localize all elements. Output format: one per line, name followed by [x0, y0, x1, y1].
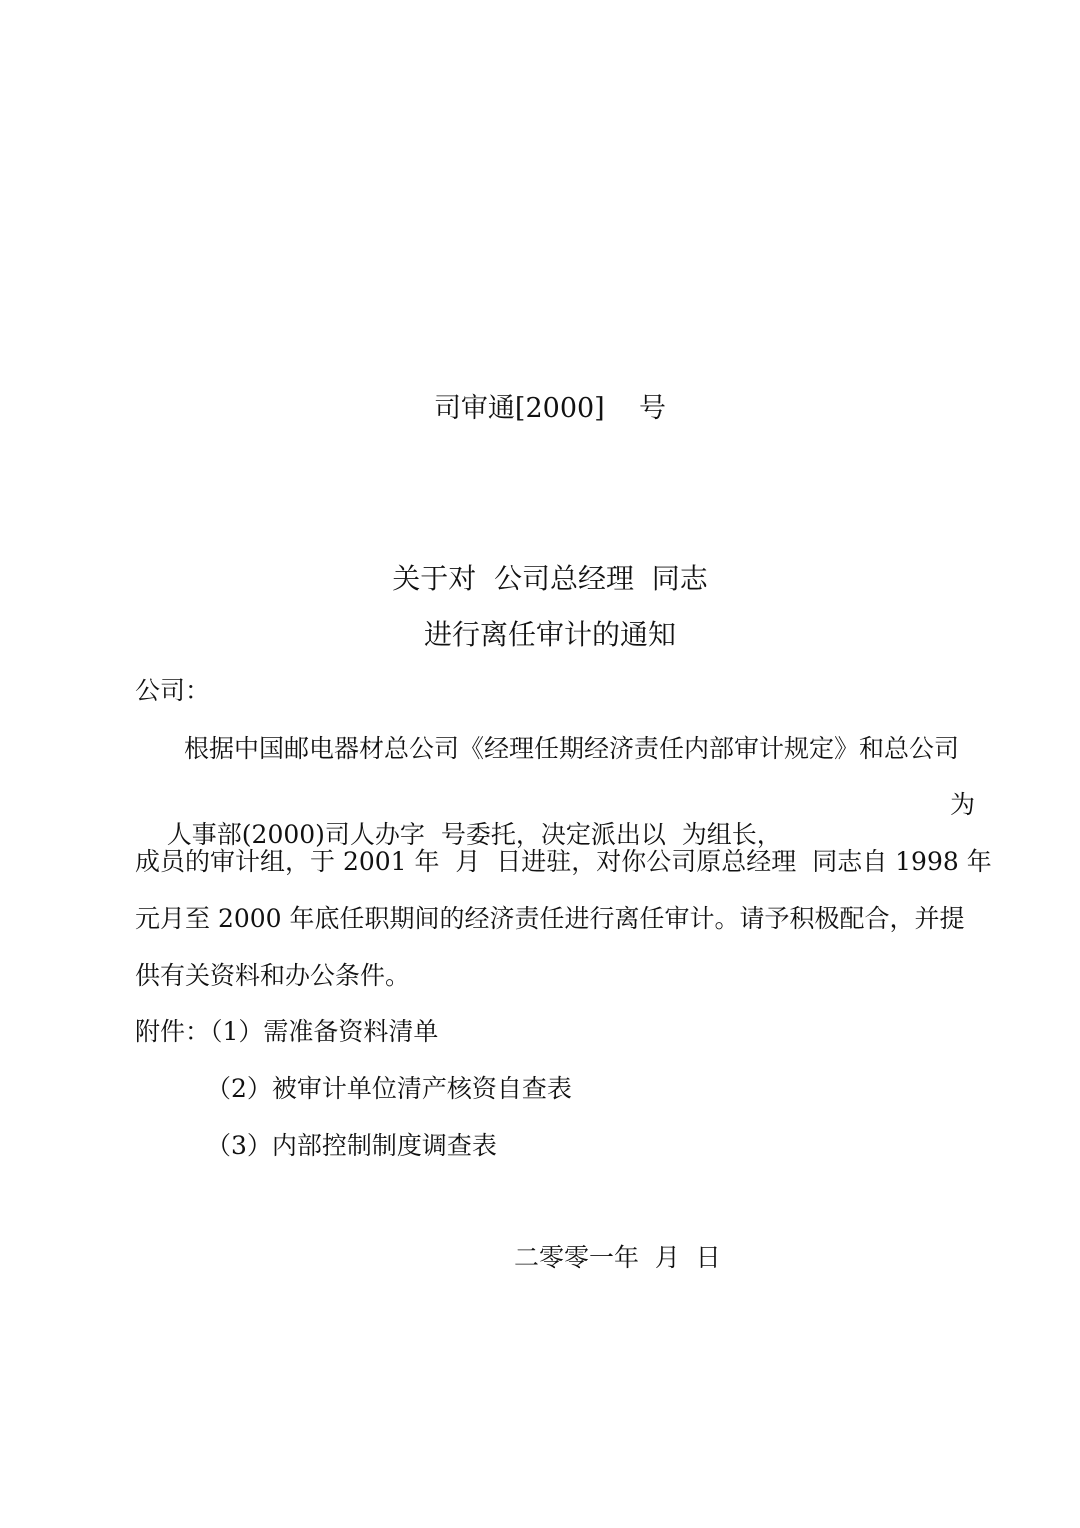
attachment-item-3: （3）内部控制制度调查表	[206, 1131, 497, 1160]
body-line-1: 根据中国邮电器材总公司《经理任期经济责任内部审计规定》和总公司	[184, 734, 960, 763]
attachment-item-2: （2）被审计单位清产核资自查表	[206, 1074, 572, 1103]
body-line-2-text: 人事部(2000)司人办字 号委托，决定派出以 为组长，	[166, 820, 782, 849]
title-line-1: 关于对 公司总经理 同志	[392, 562, 708, 595]
attachment-item-1	[135, 1017, 438, 1047]
document-number: 司审通[2000] 号	[433, 393, 667, 424]
document-date: 二零零一年 月 日	[514, 1243, 721, 1272]
body-line-2-trailing: 为	[950, 790, 976, 819]
body-line-4: 元月至 2000 年底任职期间的经济责任进行离任审计。请予积极配合，并提	[135, 904, 965, 933]
attachment-item-1-text: （1）需准备资料清单	[210, 1017, 439, 1046]
body-line-5: 供有关资料和办公条件。	[135, 961, 411, 990]
title-line-2: 进行离任审计的通知	[423, 618, 676, 651]
salutation: 公司：	[135, 676, 211, 705]
attachments-label: 附件：	[135, 1017, 211, 1046]
body-line-3: 成员的审计组，于 2001 年 月 日进驻，对你公司原总经理 同志自 1998 年	[135, 847, 992, 876]
